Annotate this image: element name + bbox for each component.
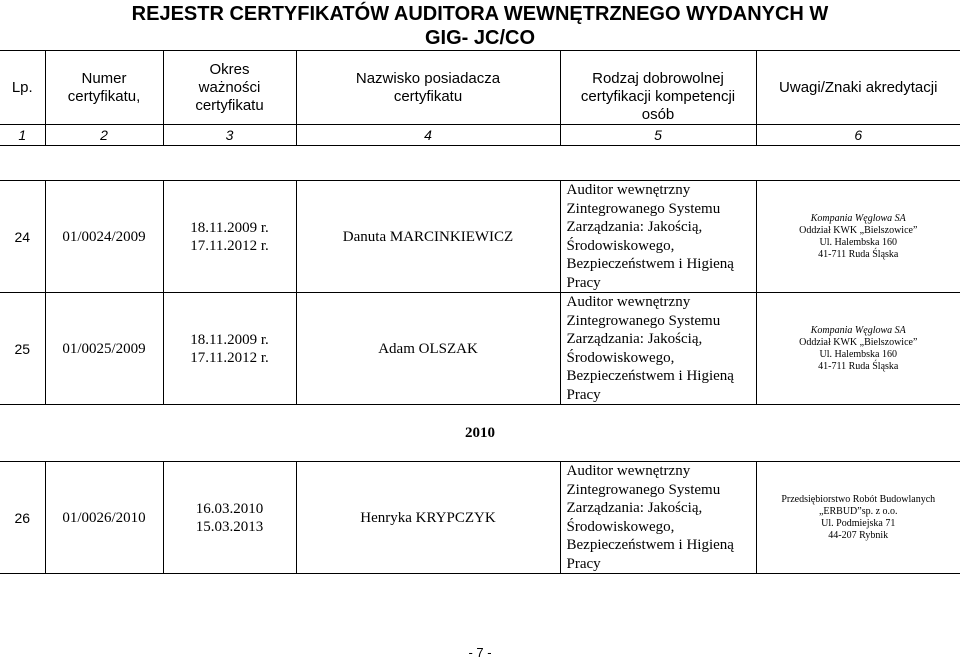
qualification-line: Zarządzania: Jakością, bbox=[566, 500, 703, 516]
qualification-line: Bezpieczeństwem i Higieną bbox=[566, 256, 734, 272]
page-number: - 7 - bbox=[468, 645, 492, 660]
remarks-line: Ul. Podmiejska 71 bbox=[821, 517, 896, 529]
column-number: 1 bbox=[0, 125, 45, 146]
row-remarks bbox=[756, 181, 960, 293]
header-validity-period: Okres ważności certyfikatu bbox=[163, 51, 296, 125]
qualification-line: Bezpieczeństwem i Higieną bbox=[566, 537, 734, 553]
qualification-line: Zintegrowanego Systemu bbox=[566, 481, 721, 498]
table-row bbox=[0, 293, 960, 405]
valid-to: 17.11.2012 r. bbox=[190, 349, 269, 366]
table-row bbox=[0, 462, 960, 574]
remarks-line: Kompania Węglowa SA bbox=[810, 212, 906, 224]
row-certificate-number: 01/0026/2010 bbox=[45, 462, 163, 574]
row-holder-name: Danuta MARCINKIEWICZ bbox=[296, 181, 560, 293]
qualification-line: Pracy bbox=[566, 555, 601, 572]
qualification-line: Środowiskowego, bbox=[566, 349, 675, 366]
row-validity bbox=[163, 462, 296, 574]
qualification-line: Zintegrowanego Systemu bbox=[566, 200, 721, 217]
header-certification-type: Rodzaj dobrowolnej certyfikacji kompetencji osób bbox=[560, 51, 756, 125]
remarks-line: Przedsiębiorstwo Robót Budowlanych bbox=[781, 493, 936, 505]
remarks-line: Ul. Halembska 160 bbox=[819, 348, 897, 360]
remarks-line: 41-711 Ruda Śląska bbox=[818, 248, 899, 260]
certificate-register-table bbox=[0, 50, 960, 574]
remarks-line: 44-207 Rybnik bbox=[828, 529, 889, 541]
year-separator-row bbox=[0, 405, 960, 462]
table-header-row bbox=[0, 51, 960, 125]
row-qualification bbox=[560, 181, 756, 293]
header-remarks: Uwagi/Znaki akredytacji bbox=[756, 51, 960, 125]
qualification-line: Zarządzania: Jakością, bbox=[566, 331, 703, 347]
row-holder-name: Henryka KRYPCZYK bbox=[296, 462, 560, 574]
year-separator: 2010 bbox=[0, 405, 960, 462]
qualification-line: Zintegrowanego Systemu bbox=[566, 312, 721, 329]
remarks-line: Oddział KWK „Bielszowice” bbox=[799, 224, 918, 236]
row-certificate-number: 01/0025/2009 bbox=[45, 293, 163, 405]
valid-to: 17.11.2012 r. bbox=[190, 237, 269, 254]
qualification-line: Pracy bbox=[566, 386, 601, 403]
column-number: 3 bbox=[163, 125, 296, 146]
valid-to: 15.03.2013 bbox=[195, 518, 264, 535]
column-number: 5 bbox=[560, 125, 756, 146]
row-validity bbox=[163, 293, 296, 405]
header-lp: Lp. bbox=[0, 51, 45, 125]
remarks-line: Kompania Węglowa SA bbox=[810, 324, 906, 336]
row-certificate-number: 01/0024/2009 bbox=[45, 181, 163, 293]
qualification-line: Środowiskowego, bbox=[566, 237, 675, 254]
table-row bbox=[0, 181, 960, 293]
row-lp: 25 bbox=[0, 293, 45, 405]
remarks-line: Ul. Halembska 160 bbox=[819, 236, 897, 248]
title-line-1: REJESTR CERTYFIKATÓW AUDITORA WEWNĘTRZNEGO WYDANYCH W bbox=[131, 3, 829, 25]
document-title bbox=[0, 2, 960, 50]
header-certificate-number: Numer certyfikatu, bbox=[45, 51, 163, 125]
qualification-line: Bezpieczeństwem i Higieną bbox=[566, 368, 734, 384]
row-lp: 24 bbox=[0, 181, 45, 293]
row-qualification bbox=[560, 462, 756, 574]
title-line-2: GIG- JC/CO bbox=[424, 27, 535, 49]
valid-from: 16.03.2010 bbox=[195, 500, 264, 517]
column-number: 2 bbox=[45, 125, 163, 146]
row-remarks bbox=[756, 293, 960, 405]
column-number-row bbox=[0, 125, 960, 146]
row-lp: 26 bbox=[0, 462, 45, 574]
row-validity bbox=[163, 181, 296, 293]
qualification-line: Auditor wewnętrzny bbox=[566, 463, 691, 479]
row-holder-name: Adam OLSZAK bbox=[296, 293, 560, 405]
remarks-line: 41-711 Ruda Śląska bbox=[818, 360, 899, 372]
qualification-line: Auditor wewnętrzny bbox=[566, 182, 691, 198]
qualification-line: Auditor wewnętrzny bbox=[566, 294, 691, 310]
spacer-row bbox=[0, 146, 960, 181]
remarks-line: „ERBUD”sp. z o.o. bbox=[818, 505, 898, 517]
valid-from: 18.11.2009 r. bbox=[190, 331, 269, 348]
qualification-line: Środowiskowego, bbox=[566, 518, 675, 535]
valid-from: 18.11.2009 r. bbox=[190, 219, 269, 236]
qualification-line: Pracy bbox=[566, 274, 601, 291]
header-holder-name: Nazwisko posiadacza certyfikatu bbox=[296, 51, 560, 125]
row-remarks bbox=[756, 462, 960, 574]
qualification-line: Zarządzania: Jakością, bbox=[566, 219, 703, 235]
column-number: 6 bbox=[756, 125, 960, 146]
row-qualification bbox=[560, 293, 756, 405]
remarks-line: Oddział KWK „Bielszowice” bbox=[799, 336, 918, 348]
column-number: 4 bbox=[296, 125, 560, 146]
